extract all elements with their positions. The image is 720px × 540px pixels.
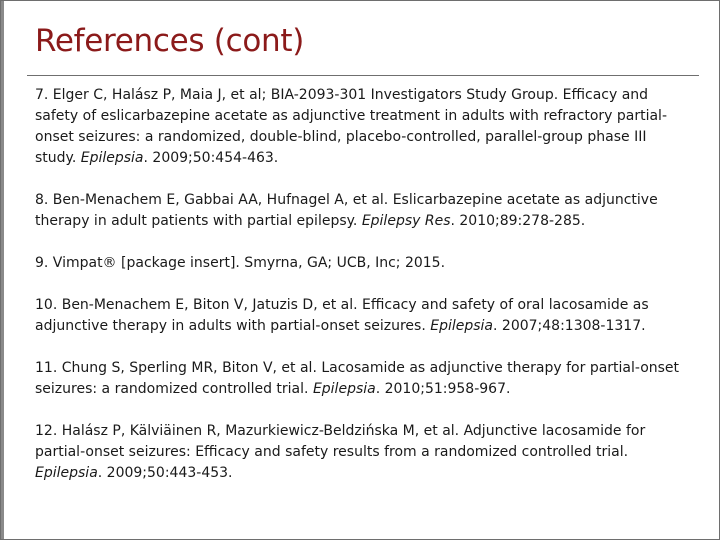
citation-details: . 2007;48:1308-1317.: [493, 318, 646, 334]
reference-text: 10. Ben-Menachem E, Biton V, Jatuzis D, et al. Efficacy and safety of oral lacosamide as adjunctive therapy in adults with partial-onset seizures.: [35, 297, 649, 334]
slide-title: References (cont): [35, 23, 305, 59]
journal-name: Epilepsia: [430, 318, 494, 334]
journal-name: Epilepsia: [35, 465, 98, 481]
citation-details: . 2010;51:958-967.: [375, 381, 511, 397]
reference-list: [35, 85, 685, 505]
reference-text: 9. Vimpat® [package insert]. Smyrna, GA; UCB, Inc; 2015.: [35, 255, 446, 271]
reference-item: [35, 421, 685, 484]
citation-details: . 2009;50:454-463.: [143, 150, 279, 166]
reference-text: 11. Chung S, Sperling MR, Biton V, et al. Lacosamide as adjunctive therapy for partial-onset seizures: a randomized controlled trial.: [35, 360, 680, 397]
reference-text: 7. Elger C, Halász P, Maia J, et al; BIA-2093-301 Investigators Study Group. Efficacy and safety of eslicarbazepine acetate as adjunctive treatment in adults with refractory partial-onset seizures: a randomized, double-blind, placebo-controlled, parallel-group phase III study.: [35, 87, 668, 166]
reference-item: [35, 295, 685, 337]
journal-name: Epilepsy Res: [361, 213, 451, 229]
title-divider: [27, 75, 699, 76]
reference-text: 12. Halász P, Kälviäinen R, Mazurkiewicz-Beldzińska M, et al. Adjunctive lacosamide for partial-onset seizures: Efficacy and safety results from a randomized controlled trial.: [35, 423, 646, 460]
reference-text: 8. Ben-Menachem E, Gabbai AA, Hufnagel A, et al. Eslicarbazepine acetate as adjunctive therapy in adult patients with partial epilepsy.: [35, 192, 658, 229]
reference-item: [35, 190, 685, 232]
journal-name: Epilepsia: [312, 381, 376, 397]
reference-item: [35, 85, 685, 169]
citation-details: . 2009;50:443-453.: [97, 465, 233, 481]
reference-item: [35, 358, 685, 400]
reference-item: [35, 253, 685, 274]
journal-name: Epilepsia: [80, 150, 144, 166]
citation-details: . 2010;89:278-285.: [450, 213, 586, 229]
